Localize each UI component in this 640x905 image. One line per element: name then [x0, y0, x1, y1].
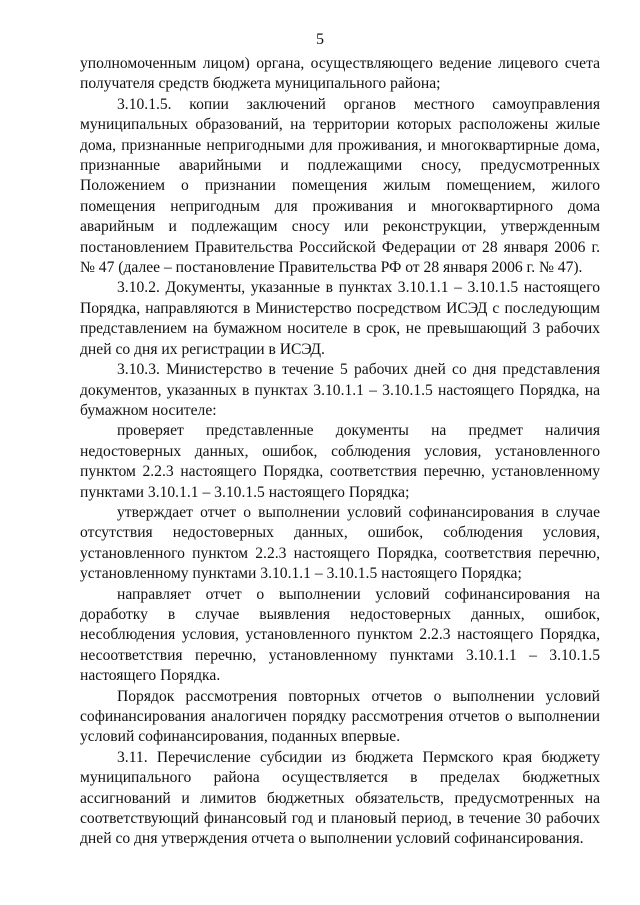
page-number: 5 — [316, 31, 324, 48]
document-body — [80, 54, 600, 850]
paragraph-3-11: 3.11. Перечисление субсидии из бюджета Пермского края бюджету муниципального района осуществляется в пределах бюджетных ассигнований и лимитов бюджетных обязательств, предусмотренных на соответствующий финансовый год и плановый период, в течение 30 рабочих дней со дня утверждения отчета о выполнении условий софинансирования. — [80, 748, 600, 848]
paragraph-3-10-1-5: 3.10.1.5. копии заключений органов местного самоуправления муниципальных образований, на территории которых расположены жилые дома, признанные непригодными для проживания, и многоквартирные дома, признанные аварийными и подлежащими сносу, предусмотренных Положением о признании помещения жилым помещением, жилого помещения непригодным для проживания и многоквартирного дома аварийным и подлежащим сносу или реконструкции, утвержденным постановлением Правительства Российской Федерации от 28 января 2006 г. № 47 (далее – постановление Правительства РФ от 28 января 2006 г. № 47). — [80, 95, 600, 277]
paragraph-continuation: уполномоченным лицом) органа, осуществляющего ведение лицевого счета получателя средств бюджета муниципального района; — [80, 55, 600, 93]
paragraph-approve-report: утверждает отчет о выполнении условий софинансирования в случае отсутствия недостоверных данных, ошибок, соблюдения условия, установленного пунктом 2.2.3 настоящего Порядка, соответствия перечню, установленному пунктами 3.10.1.1 – 3.10.1.5 настоящего Порядка; — [80, 503, 600, 583]
paragraph-3-10-3: 3.10.3. Министерство в течение 5 рабочих дней со дня представления документов, указанных в пунктах 3.10.1.1 – 3.10.1.5 настоящего Порядка, на бумажном носителе: — [80, 361, 600, 419]
paragraph-check-documents: проверяет представленные документы на предмет наличия недостоверных данных, ошибок, соблюдения условия, установленного пунктом 2.2.3 настоящего Порядка, соответствия перечню, установленному пунктами 3.10.1.1 – 3.10.1.5 настоящего Порядка; — [80, 422, 600, 501]
paragraph-repeat-reports: Порядок рассмотрения повторных отчетов о выполнении условий софинансирования аналогичен порядку рассмотрения отчетов о выполнении условий софинансирования, поданных впервые. — [80, 687, 600, 746]
paragraph-return-report: направляет отчет о выполнении условий софинансирования на доработку в случае выявления недостоверных данных, ошибок, несоблюдения условия, установленного пунктом 2.2.3 настоящего Порядка, несоответствия перечню, установленному пунктами 3.10.1.1 – 3.10.1.5 настоящего Порядка. — [80, 585, 600, 685]
paragraph-3-10-2: 3.10.2. Документы, указанные в пунктах 3.10.1.1 – 3.10.1.5 настоящего Порядка, направляются в Министерство посредством ИСЭД с последующим представлением на бумажном носителе в срок, не превышающий 3 рабочих дней со дня их регистрации в ИСЭД. — [80, 279, 600, 358]
